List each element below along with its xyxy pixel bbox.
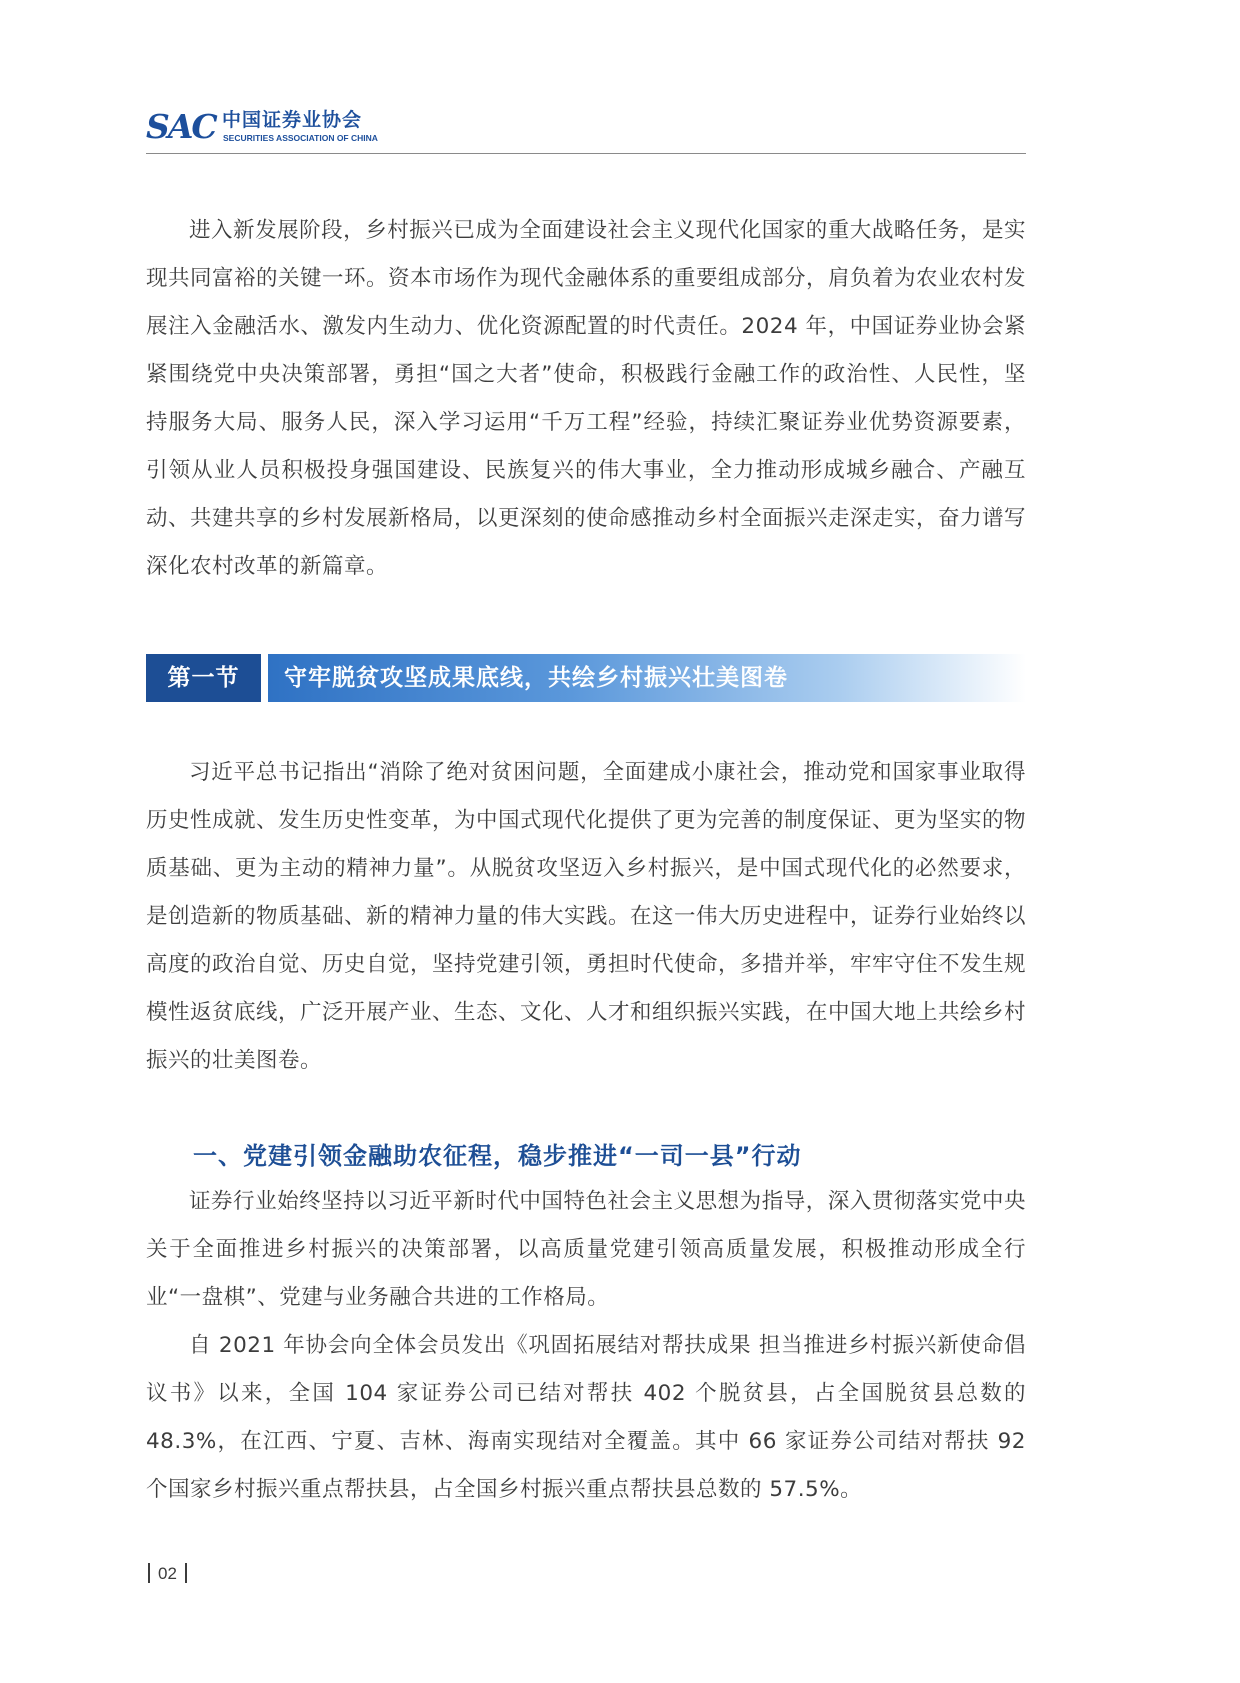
subsection-paragraph-2: 自 2021 年协会向全体会员发出《巩固拓展结对帮扶成果 担当推进乡村振兴新使命倡议书》以来，全国 104 家证券公司已结对帮扶 402 个脱贫县，占全国脱贫县总数的 48.3%，在江西、宁夏、吉林、海南实现结对全覆盖。其中 66 家证券公司结对帮扶 92 个国家乡村振兴重点帮扶县，占全国乡村振兴重点帮扶县总数的 57.5%。 [146, 1333, 1026, 1502]
org-name-en: SECURITIES ASSOCIATION OF CHINA [223, 133, 378, 143]
section-banner [146, 654, 1026, 702]
subsection-heading: 一、党建引领金融助农征程，稳步推进“一司一县”行动 [193, 1142, 802, 1170]
org-name-cn: 中国证券业协会 [222, 109, 363, 131]
page-number-right-bar [185, 1563, 187, 1583]
section-title: 守牢脱贫攻坚成果底线，共绘乡村振兴壮美图卷 [284, 665, 788, 691]
section-paragraph: 习近平总书记指出“消除了绝对贫困问题，全面建成小康社会，推动党和国家事业取得历史性成就、发生历史性变革，为中国式现代化提供了更为完善的制度保证、更为坚实的物质基础、更为主动的精神力量”。从脱贫攻坚迈入乡村振兴，是中国式现代化的必然要求，是创造新的物质基础、新的精神力量的伟大实践。在这一伟大历史进程中，证券行业始终以高度的政治自觉、历史自觉，坚持党建引领，勇担时代使命，多措并举，牢牢守住不发生规模性返贫底线，广泛开展产业、生态、文化、人才和组织振兴实践，在中国大地上共绘乡村振兴的壮美图卷。 [146, 760, 1027, 1073]
page-number-left-bar [148, 1563, 150, 1583]
page-number-value: 02 [158, 1564, 177, 1583]
header-divider [146, 153, 1026, 154]
section-tag: 第一节 [146, 654, 261, 702]
subsection-paragraph-1: 证券行业始终坚持以习近平新时代中国特色社会主义思想为指导，深入贯彻落实党中央关于全面推进乡村振兴的决策部署，以高质量党建引领高质量发展，积极推动形成全行业“一盘棋”、党建与业务融合共进的工作格局。 [146, 1189, 1026, 1310]
page-number [148, 1563, 195, 1585]
sac-logo: SAC [146, 107, 216, 146]
intro-paragraph: 进入新发展阶段，乡村振兴已成为全面建设社会主义现代化国家的重大战略任务，是实现共同富裕的关键一环。资本市场作为现代金融体系的重要组成部分，肩负着为农业农村发展注入金融活水、激发内生动力、优化资源配置的时代责任。2024 年，中国证券业协会紧紧围绕党中央决策部署，勇担“国之大者”使命，积极践行金融工作的政治性、人民性，坚持服务大局、服务人民，深入学习运用“千万工程”经验，持续汇聚证券业优势资源要素，引领从业人员积极投身强国建设、民族复兴的伟大事业，全力推动形成城乡融合、产融互动、共建共享的乡村发展新格局，以更深刻的使命感推动乡村全面振兴走深走实，奋力谱写深化农村改革的新篇章。 [146, 218, 1027, 579]
